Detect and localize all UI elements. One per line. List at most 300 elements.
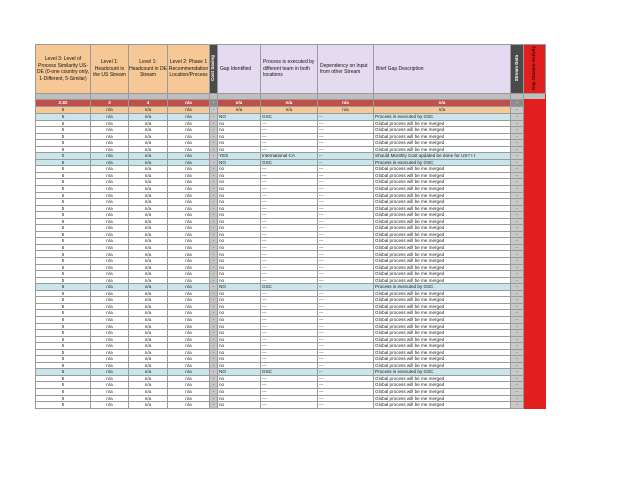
cell-gap-description[interactable]: Global process will be me merged [374,271,511,278]
cell-recommendation[interactable]: n/a [168,284,210,291]
cell-gap-description[interactable]: Global process will be me merged [374,231,511,238]
cell-headcount-us[interactable]: n/a [91,290,129,297]
cell-headcount-de[interactable]: 4 [129,100,168,107]
header-headcount-de[interactable]: Level 1: Headcount in DE Stream [129,45,168,94]
cell-cost-saving[interactable]: - [210,369,218,376]
cell-gap-description[interactable]: Global process will be me merged [374,277,511,284]
header-headcount-us[interactable]: Level 1: Headcount in the US Stream [91,45,129,94]
cell-recommendation[interactable]: n/a [168,218,210,225]
cell-headcount-us[interactable]: n/a [91,172,129,179]
cell-gap-identified[interactable]: n/a [218,107,261,114]
cell-headcount-us[interactable]: n/a [91,140,129,147]
cell-dependency[interactable]: --- [318,258,374,265]
cell-recommendation[interactable]: n/a [168,244,210,251]
cell-recommendation[interactable]: n/a [168,343,210,350]
cell-headcount-us[interactable]: 2 [91,100,129,107]
cell-headcount-de[interactable]: n/a [129,388,168,395]
cell-similarity[interactable]: 5 [36,212,91,219]
cell-stream-data[interactable]: - [511,199,524,206]
cell-dependency[interactable]: --- [318,356,374,363]
cell-cost-saving[interactable]: - [210,225,218,232]
cell-cost-saving[interactable]: - [210,277,218,284]
cell-headcount-us[interactable]: n/a [91,362,129,369]
cell-cost-saving[interactable]: - [210,382,218,389]
cell-gap-identified[interactable]: no [218,199,261,206]
cell-gap-identified[interactable]: no [218,251,261,258]
cell-gap-identified[interactable]: no [218,179,261,186]
cell-similarity[interactable]: 5 [36,297,91,304]
cell-executed-by[interactable]: --- [261,336,318,343]
cell-dependency[interactable]: --- [318,382,374,389]
cell-recommendation[interactable]: n/a [168,388,210,395]
cell-gap-description[interactable]: Global process will be me merged [374,382,511,389]
cell-gap-description[interactable]: Global process will be me merged [374,323,511,330]
cell-headcount-us[interactable]: n/a [91,251,129,258]
cell-executed-by[interactable]: GSC [261,369,318,376]
cell-cost-saving[interactable]: - [210,402,218,409]
cell-cost-saving[interactable]: - [210,375,218,382]
cell-dependency[interactable]: --- [318,133,374,140]
cell-similarity[interactable]: 5 [36,258,91,265]
cell-headcount-de[interactable]: n/a [129,218,168,225]
cell-gap-identified[interactable]: NO [218,159,261,166]
cell-stream-data[interactable]: - [511,336,524,343]
cell-executed-by[interactable]: --- [261,264,318,271]
cell-similarity[interactable]: 5 [36,369,91,376]
cell-gap-description[interactable]: Global process will be me merged [374,225,511,232]
cell-stream-data[interactable]: - [511,120,524,127]
cell-gap-description[interactable]: Global process will be me merged [374,349,511,356]
cell-similarity[interactable]: 5 [36,127,91,134]
cell-headcount-de[interactable]: n/a [129,290,168,297]
cell-similarity[interactable]: 5 [36,382,91,389]
cell-gap-description[interactable]: Global process will be me merged [374,244,511,251]
cell-similarity[interactable]: 5 [36,179,91,186]
cell-cost-saving[interactable]: - [210,395,218,402]
cell-cost-saving[interactable]: - [210,343,218,350]
cell-headcount-us[interactable]: n/a [91,388,129,395]
cell-stream-data[interactable]: - [511,277,524,284]
cell-headcount-de[interactable]: n/a [129,107,168,114]
cell-dependency[interactable]: --- [318,297,374,304]
cell-stream-data[interactable]: - [511,290,524,297]
cell-gap-identified[interactable]: no [218,362,261,369]
cell-headcount-de[interactable]: n/a [129,231,168,238]
cell-headcount-de[interactable]: n/a [129,159,168,166]
cell-similarity[interactable]: 5 [36,271,91,278]
cell-stream-data[interactable]: - [511,369,524,376]
header-gap-identified[interactable]: Gap Identified [218,45,261,94]
cell-gap-description[interactable]: Process is executed by GSC [374,159,511,166]
cell-executed-by[interactable]: --- [261,258,318,265]
cell-gap-closure[interactable] [524,402,546,409]
cell-headcount-de[interactable]: n/a [129,310,168,317]
cell-gap-closure[interactable] [524,107,546,114]
cell-similarity[interactable]: 5 [36,356,91,363]
cell-gap-description[interactable]: Global process will be me merged [374,388,511,395]
cell-similarity[interactable]: 5 [36,120,91,127]
cell-headcount-de[interactable]: n/a [129,172,168,179]
cell-executed-by[interactable]: International CA [261,153,318,160]
cell-recommendation[interactable]: n/a [168,258,210,265]
cell-cost-saving[interactable]: - [210,127,218,134]
cell-executed-by[interactable]: --- [261,186,318,193]
cell-gap-identified[interactable]: no [218,290,261,297]
cell-gap-identified[interactable]: no [218,330,261,337]
cell-gap-description[interactable]: Global process will be me merged [374,133,511,140]
cell-gap-identified[interactable]: no [218,297,261,304]
cell-stream-data[interactable]: - [511,100,524,107]
cell-stream-data[interactable]: - [511,231,524,238]
cell-headcount-us[interactable]: n/a [91,277,129,284]
cell-executed-by[interactable]: --- [261,244,318,251]
cell-gap-identified[interactable]: no [218,349,261,356]
cell-headcount-de[interactable]: n/a [129,127,168,134]
cell-stream-data[interactable]: - [511,330,524,337]
cell-recommendation[interactable]: n/a [168,336,210,343]
cell-gap-identified[interactable]: no [218,192,261,199]
cell-cost-saving[interactable]: - [210,186,218,193]
cell-stream-data[interactable]: - [511,140,524,147]
cell-headcount-us[interactable]: n/a [91,356,129,363]
cell-similarity[interactable]: 5 [36,290,91,297]
cell-gap-identified[interactable]: no [218,356,261,363]
cell-headcount-us[interactable]: n/a [91,114,129,121]
cell-headcount-us[interactable]: n/a [91,349,129,356]
cell-headcount-de[interactable]: n/a [129,166,168,173]
cell-headcount-de[interactable]: n/a [129,244,168,251]
cell-gap-description[interactable]: Global process will be me merged [374,395,511,402]
cell-dependency[interactable]: --- [318,336,374,343]
cell-gap-identified[interactable]: no [218,303,261,310]
cell-recommendation[interactable]: n/a [168,186,210,193]
cell-gap-identified[interactable]: no [218,140,261,147]
cell-cost-saving[interactable]: - [210,349,218,356]
cell-headcount-us[interactable]: n/a [91,402,129,409]
cell-recommendation[interactable]: n/a [168,225,210,232]
cell-executed-by[interactable]: --- [261,192,318,199]
cell-dependency[interactable]: --- [318,244,374,251]
cell-recommendation[interactable]: n/a [168,297,210,304]
cell-stream-data[interactable]: - [511,212,524,219]
cell-cost-saving[interactable]: - [210,330,218,337]
cell-dependency[interactable]: --- [318,402,374,409]
cell-recommendation[interactable]: n/a [168,271,210,278]
cell-dependency[interactable]: --- [318,205,374,212]
cell-executed-by[interactable]: --- [261,356,318,363]
cell-gap-description[interactable]: Global process will be me merged [374,238,511,245]
cell-executed-by[interactable]: --- [261,271,318,278]
cell-stream-data[interactable]: - [511,238,524,245]
cell-gap-description[interactable]: Global process will be me merged [374,362,511,369]
cell-recommendation[interactable]: n/a [168,205,210,212]
cell-headcount-us[interactable]: n/a [91,244,129,251]
header-phase1-recommendation[interactable]: Level 2: Phase 1 Recommendation Location/Process [168,45,210,94]
cell-recommendation[interactable]: n/a [168,303,210,310]
cell-executed-by[interactable]: --- [261,382,318,389]
cell-recommendation[interactable]: n/a [168,100,210,107]
cell-executed-by[interactable]: --- [261,362,318,369]
cell-stream-data[interactable]: - [511,395,524,402]
cell-stream-data[interactable]: - [511,153,524,160]
cell-gap-identified[interactable]: no [218,166,261,173]
cell-dependency[interactable]: --- [318,330,374,337]
header-stream-data[interactable] [511,45,524,94]
cell-gap-description[interactable]: Global process will be me merged [374,172,511,179]
cell-cost-saving[interactable]: - [210,290,218,297]
cell-headcount-de[interactable]: n/a [129,323,168,330]
cell-gap-description[interactable]: n/a [374,100,511,107]
cell-gap-identified[interactable]: YES [218,153,261,160]
cell-executed-by[interactable]: --- [261,218,318,225]
cell-recommendation[interactable]: n/a [168,212,210,219]
cell-headcount-us[interactable]: n/a [91,323,129,330]
cell-stream-data[interactable]: - [511,271,524,278]
cell-dependency[interactable]: --- [318,120,374,127]
cell-gap-description[interactable]: Global process will be me merged [374,330,511,337]
cell-recommendation[interactable]: n/a [168,140,210,147]
cell-dependency[interactable]: --- [318,277,374,284]
cell-dependency[interactable]: --- [318,395,374,402]
cell-cost-saving[interactable]: - [210,271,218,278]
cell-executed-by[interactable]: GSC [261,159,318,166]
cell-headcount-us[interactable]: n/a [91,166,129,173]
cell-recommendation[interactable]: n/a [168,349,210,356]
cell-executed-by[interactable]: --- [261,375,318,382]
cell-stream-data[interactable]: - [511,172,524,179]
cell-similarity[interactable]: 5 [36,244,91,251]
cell-dependency[interactable]: --- [318,172,374,179]
cell-recommendation[interactable]: n/a [168,395,210,402]
cell-similarity[interactable]: 5 [36,114,91,121]
cell-similarity[interactable]: 5 [36,199,91,206]
cell-dependency[interactable]: --- [318,323,374,330]
cell-recommendation[interactable]: n/a [168,133,210,140]
cell-dependency[interactable]: --- [318,238,374,245]
cell-headcount-us[interactable]: n/a [91,336,129,343]
cell-executed-by[interactable]: --- [261,402,318,409]
cell-executed-by[interactable]: --- [261,179,318,186]
cell-gap-description[interactable]: Global process will be me merged [374,179,511,186]
cell-cost-saving[interactable]: - [210,120,218,127]
cell-similarity[interactable]: 5 [36,349,91,356]
cell-headcount-de[interactable]: n/a [129,284,168,291]
cell-recommendation[interactable]: n/a [168,330,210,337]
cell-gap-description[interactable]: Global process will be me merged [374,120,511,127]
cell-headcount-de[interactable]: n/a [129,251,168,258]
cell-recommendation[interactable]: n/a [168,251,210,258]
cell-headcount-de[interactable]: n/a [129,336,168,343]
header-cost-saving[interactable] [210,45,218,94]
cell-cost-saving[interactable]: - [210,244,218,251]
cell-gap-identified[interactable]: no [218,146,261,153]
cell-gap-identified[interactable]: no [218,186,261,193]
header-gap-description[interactable]: Brief Gap Description [374,45,511,94]
cell-gap-description[interactable]: Global process will be me merged [374,127,511,134]
cell-executed-by[interactable]: --- [261,343,318,350]
cell-cost-saving[interactable]: - [210,159,218,166]
cell-headcount-us[interactable]: n/a [91,343,129,350]
cell-headcount-us[interactable]: n/a [91,192,129,199]
cell-executed-by[interactable]: --- [261,310,318,317]
cell-stream-data[interactable]: - [511,375,524,382]
cell-headcount-us[interactable]: n/a [91,330,129,337]
cell-headcount-us[interactable]: n/a [91,395,129,402]
cell-headcount-us[interactable]: n/a [91,120,129,127]
cell-cost-saving[interactable]: - [210,316,218,323]
cell-recommendation[interactable]: n/a [168,323,210,330]
cell-dependency[interactable]: --- [318,192,374,199]
cell-headcount-us[interactable]: n/a [91,303,129,310]
cell-gap-identified[interactable]: no [218,264,261,271]
cell-stream-data[interactable]: - [511,316,524,323]
cell-similarity[interactable]: 5 [36,395,91,402]
cell-cost-saving[interactable]: - [210,107,218,114]
cell-headcount-de[interactable]: n/a [129,212,168,219]
cell-similarity[interactable]: 5 [36,146,91,153]
cell-similarity[interactable]: 5 [36,140,91,147]
cell-headcount-de[interactable]: n/a [129,192,168,199]
cell-headcount-de[interactable]: n/a [129,369,168,376]
cell-stream-data[interactable]: - [511,297,524,304]
cell-executed-by[interactable]: --- [261,277,318,284]
header-process-similarity[interactable]: Level 3: Level of Process Similarity US-DE (0-one country only, 1-Different, 5-Similar) [36,45,91,94]
cell-similarity[interactable]: 5 [36,172,91,179]
cell-headcount-us[interactable]: n/a [91,284,129,291]
cell-cost-saving[interactable]: - [210,356,218,363]
cell-stream-data[interactable]: - [511,205,524,212]
cell-similarity[interactable]: 0 [36,153,91,160]
cell-similarity[interactable]: 5 [36,336,91,343]
cell-gap-identified[interactable]: no [218,258,261,265]
cell-executed-by[interactable]: --- [261,388,318,395]
cell-cost-saving[interactable]: - [210,323,218,330]
cell-recommendation[interactable]: n/a [168,127,210,134]
cell-headcount-de[interactable]: n/a [129,395,168,402]
cell-similarity[interactable]: 5 [36,238,91,245]
cell-similarity[interactable]: 5 [36,284,91,291]
cell-headcount-de[interactable]: n/a [129,238,168,245]
cell-gap-identified[interactable]: no [218,133,261,140]
cell-headcount-us[interactable]: n/a [91,316,129,323]
cell-gap-description[interactable]: Global process will be me merged [374,316,511,323]
cell-similarity[interactable]: 5 [36,192,91,199]
cell-dependency[interactable]: -- [318,369,374,376]
cell-recommendation[interactable]: n/a [168,114,210,121]
cell-gap-description[interactable]: Process is executed by GSC [374,284,511,291]
cell-headcount-us[interactable]: n/a [91,159,129,166]
cell-dependency[interactable]: -- [318,284,374,291]
cell-dependency[interactable]: --- [318,179,374,186]
cell-dependency[interactable]: -- [318,153,374,160]
cell-headcount-de[interactable]: n/a [129,316,168,323]
cell-similarity[interactable]: 5 [36,107,91,114]
cell-executed-by[interactable]: n/a [261,107,318,114]
cell-dependency[interactable]: --- [318,290,374,297]
cell-executed-by[interactable]: --- [261,225,318,232]
cell-headcount-us[interactable]: n/a [91,199,129,206]
cell-recommendation[interactable]: n/a [168,107,210,114]
cell-gap-description[interactable]: Global process will be me merged [374,192,511,199]
cell-headcount-de[interactable]: n/a [129,140,168,147]
cell-dependency[interactable]: n/a [318,100,374,107]
cell-cost-saving[interactable]: - [210,212,218,219]
cell-gap-description[interactable]: Global process will be me merged [374,205,511,212]
cell-headcount-us[interactable]: n/a [91,107,129,114]
cell-recommendation[interactable]: n/a [168,199,210,206]
cell-headcount-de[interactable]: n/a [129,297,168,304]
cell-recommendation[interactable]: n/a [168,382,210,389]
cell-headcount-de[interactable]: n/a [129,402,168,409]
cell-executed-by[interactable]: --- [261,303,318,310]
cell-stream-data[interactable]: - [511,349,524,356]
cell-similarity[interactable]: 5 [36,303,91,310]
cell-executed-by[interactable]: --- [261,349,318,356]
cell-dependency[interactable]: --- [318,186,374,193]
cell-headcount-de[interactable]: n/a [129,199,168,206]
cell-gap-description[interactable]: Global process will be me merged [374,251,511,258]
cell-cost-saving[interactable]: - [210,238,218,245]
cell-dependency[interactable]: --- [318,303,374,310]
cell-similarity[interactable]: 2.82 [36,100,91,107]
cell-similarity[interactable]: 5 [36,402,91,409]
cell-stream-data[interactable]: - [511,258,524,265]
cell-gap-identified[interactable]: no [218,388,261,395]
cell-stream-data[interactable]: - [511,343,524,350]
cell-gap-description[interactable]: Global process will be me merged [374,146,511,153]
cell-gap-identified[interactable]: NO [218,284,261,291]
cell-gap-identified[interactable]: no [218,218,261,225]
cell-similarity[interactable]: 5 [36,205,91,212]
cell-similarity[interactable]: 5 [36,133,91,140]
cell-similarity[interactable]: 5 [36,343,91,350]
cell-cost-saving[interactable]: - [210,100,218,107]
cell-gap-description[interactable]: n/a [374,107,511,114]
cell-gap-identified[interactable]: no [218,336,261,343]
cell-gap-identified[interactable]: no [218,323,261,330]
cell-recommendation[interactable]: n/a [168,231,210,238]
cell-headcount-de[interactable]: n/a [129,225,168,232]
cell-stream-data[interactable]: - [511,303,524,310]
header-different-team[interactable]: Process is executed by different team in both locations [261,45,318,94]
cell-gap-closure[interactable] [524,100,546,107]
cell-headcount-us[interactable]: n/a [91,225,129,232]
cell-stream-data[interactable]: - [511,310,524,317]
cell-headcount-us[interactable]: n/a [91,212,129,219]
cell-gap-identified[interactable]: no [218,310,261,317]
cell-gap-description[interactable]: Global process will be me merged [374,212,511,219]
cell-gap-description[interactable]: Global process will be me merged [374,336,511,343]
cell-dependency[interactable]: --- [318,166,374,173]
cell-stream-data[interactable]: - [511,356,524,363]
cell-gap-description[interactable]: Process is executed by GSC [374,369,511,376]
cell-gap-identified[interactable]: no [218,402,261,409]
cell-dependency[interactable]: --- [318,264,374,271]
cell-similarity[interactable]: 5 [36,225,91,232]
cell-stream-data[interactable]: - [511,402,524,409]
cell-dependency[interactable]: --- [318,316,374,323]
cell-stream-data[interactable]: - [511,362,524,369]
cell-cost-saving[interactable]: - [210,172,218,179]
cell-executed-by[interactable]: --- [261,146,318,153]
cell-cost-saving[interactable]: - [210,166,218,173]
cell-stream-data[interactable]: - [511,159,524,166]
cell-headcount-de[interactable]: n/a [129,120,168,127]
cell-recommendation[interactable]: n/a [168,362,210,369]
cell-similarity[interactable]: 5 [36,277,91,284]
cell-gap-identified[interactable]: no [218,343,261,350]
cell-cost-saving[interactable]: - [210,192,218,199]
